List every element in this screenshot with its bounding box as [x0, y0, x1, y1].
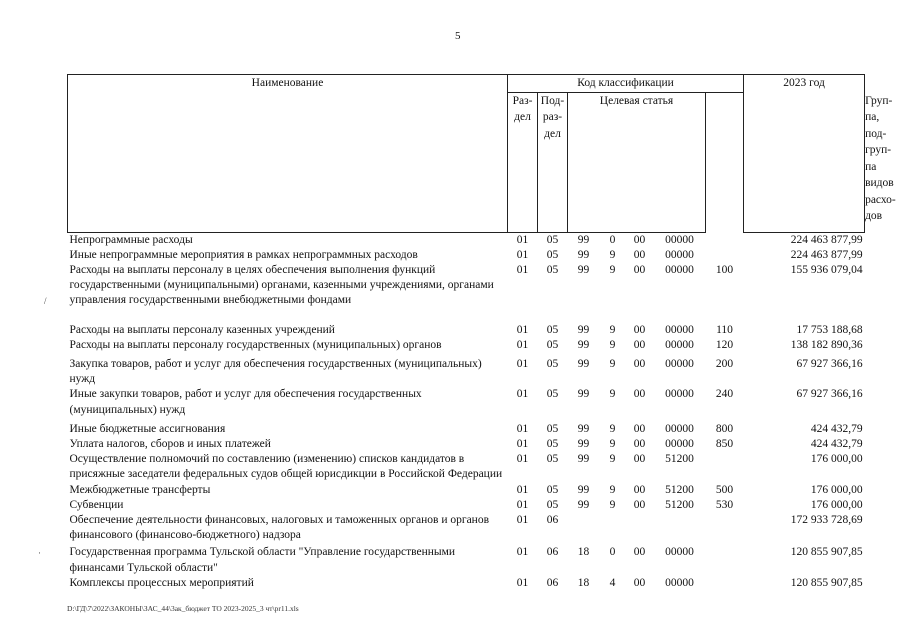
- file-path: D:\ГД\7\2022\ЗАКОНЫ\ЗАС_44\3ак_бюджет ТО 2023-2025_3 чт\pr11.xls: [67, 604, 299, 613]
- cell-amount: 424 432,79: [810, 422, 863, 435]
- cell-t2: 9: [609, 248, 616, 261]
- cell-t4: 00000: [665, 248, 694, 261]
- cell-razdel: 01: [516, 422, 529, 435]
- cell-t1: [568, 513, 600, 545]
- cell-amount: 17 753 188,68: [796, 323, 863, 336]
- cell-group: 800: [715, 422, 734, 435]
- budget-table: Наименование Код классификации 2023 год Раз- дел Под- раз- дел Целевая статья Груп- па, под- груп- па видов расхо- дов Непрограммные расходы 01 05 99 0 00 00000 224 463 877,99 Иные непрограммные мероприятия в рамках непрограммных расходов 01 05 99 9 00 00000 224 463 877,99 Расходы на выплаты персоналу в целях обеспечения выполнения функций государственными (муниципальными) органами, казенными учреждениями, органами управления государственными внебюджетными фондами 01 05 99 9 00 00000 100 155 936 079,04 Расходы на выплаты персоналу казенных учреждений 01 05 99 9 00 00000 110 17 753 188,68 Расходы на выплаты персоналу государственных (муниципальных) органов 01 05 99 9 00 00000 120 138 182 890,36 Закупка товаров, работ и услуг для обеспечения государственных (муниципальных) нужд 01 05 99 9 00 00000 200 67 927 366,16 Иные закупки товаров, работ и услуг для обеспечения государственных (муниципальных) нужд 01 05 99 9 00 00000 240 67 927 366,16 Иные бюджетные ассигнования 01 05 99 9 00 00000 800 424 432,79 Уплата налогов, сборов и иных платежей 01 05 99 9 00 00000 850 424 432,79 Осуществление полномочий по составлению (изменению) списков кандидатов в присяжные заседатели федеральных судов общей юрисдикции в Российской Федерации 01 05 99 9 00 51200 176 000,00 Межбюджетные трансферты 01 05 99 9 00 51200 500 176 000,00 Субвенции 01 05 99 9 00 51200 530 176 000,00 Обеспечение деятельности финансовых, налоговых и таможенных органов и органов финансового (финансово-бюджетного) надзора 01 06 172 933 728,69 Государственная программа Тульской области "Управление государственными финансами Тульской области" 01 06 18 0 00 00000 120 855 907,85 Комплексы процессных мероприятий 01 06 18 4 00 00000 120 855 907,85: [67, 74, 865, 591]
- cell-t3: 00: [633, 546, 646, 559]
- cell-podrazdel: 05: [546, 437, 559, 450]
- cell-t1: 99: [577, 263, 590, 276]
- table-row: [68, 437, 865, 452]
- cell-t4: 00000: [665, 263, 694, 276]
- cell-amount: 155 936 079,04: [790, 263, 863, 276]
- cell-t2: 9: [609, 388, 616, 401]
- cell-amount: 67 927 366,16: [796, 357, 863, 370]
- cell-t4: 00000: [665, 546, 694, 559]
- cell-t4: [654, 513, 706, 545]
- cell-t3: 00: [633, 388, 646, 401]
- cell-name: Расходы на выплаты персоналу в целях обеспечения выполнения функций государственными (муниципальными) органами, казенными учреждениями, органами управления государственными внебюджетными фондами: [69, 263, 494, 307]
- header-code-group: Код классификации: [508, 75, 744, 93]
- table-row: [68, 387, 865, 421]
- cell-group: [706, 576, 744, 591]
- cell-t2: 9: [609, 498, 616, 511]
- cell-t1: 99: [577, 233, 590, 246]
- cell-name: Расходы на выплаты персоналу государственных (муниципальных) органов: [69, 338, 442, 351]
- cell-amount: 176 000,00: [810, 483, 863, 496]
- cell-t2: [600, 513, 626, 545]
- table-row: [68, 357, 865, 387]
- cell-amount: 120 855 907,85: [790, 576, 863, 589]
- cell-podrazdel: 05: [546, 357, 559, 370]
- cell-t2: 9: [609, 323, 616, 336]
- cell-t2: 9: [609, 453, 616, 466]
- cell-t1: 18: [577, 576, 590, 589]
- cell-name: Непрограммные расходы: [69, 233, 193, 246]
- cell-group: 200: [715, 357, 734, 370]
- cell-razdel: 01: [516, 248, 529, 261]
- cell-t4: 00000: [665, 233, 694, 246]
- cell-amount: 176 000,00: [810, 498, 863, 511]
- cell-t2: 9: [609, 437, 616, 450]
- cell-razdel: 01: [516, 388, 529, 401]
- cell-name: Государственная программа Тульской области "Управление государственными финансами Тульской области": [69, 546, 456, 574]
- cell-name: Осуществление полномочий по составлению (изменению) списков кандидатов в присяжные заседатели федеральных судов общей юрисдикции в Российской Федерации: [69, 453, 503, 481]
- cell-t1: 99: [577, 338, 590, 351]
- cell-podrazdel: 05: [546, 338, 559, 351]
- cell-t3: 00: [633, 357, 646, 370]
- cell-t1: 18: [577, 546, 590, 559]
- table-row: [68, 323, 865, 338]
- cell-name: Расходы на выплаты персоналу казенных учреждений: [69, 323, 335, 336]
- cell-podrazdel: 05: [546, 263, 559, 276]
- cell-amount: 424 432,79: [810, 437, 863, 450]
- cell-podrazdel: 05: [546, 422, 559, 435]
- cell-name: Уплата налогов, сборов и иных платежей: [69, 437, 271, 450]
- cell-t3: 00: [633, 338, 646, 351]
- cell-t4: 00000: [665, 323, 694, 336]
- cell-group: [706, 452, 744, 482]
- cell-razdel: 01: [516, 233, 529, 246]
- cell-t3: 00: [633, 453, 646, 466]
- table-row: [68, 483, 865, 498]
- cell-razdel: 01: [516, 453, 529, 466]
- cell-podrazdel: 05: [546, 453, 559, 466]
- cell-name: Межбюджетные трансферты: [69, 483, 211, 496]
- cell-t2: 4: [609, 576, 616, 589]
- cell-t2: 9: [609, 483, 616, 496]
- header-target: Целевая статья: [568, 92, 706, 232]
- cell-t4: 51200: [665, 498, 694, 511]
- cell-t1: 99: [577, 422, 590, 435]
- cell-t3: 00: [633, 263, 646, 276]
- cell-group: [706, 545, 744, 575]
- cell-name: Иные закупки товаров, работ и услуг для обеспечения государственных (муниципальных) нужд: [69, 388, 422, 416]
- cell-razdel: 01: [516, 263, 529, 276]
- cell-amount: 224 463 877,99: [790, 233, 863, 246]
- cell-t2: 9: [609, 263, 616, 276]
- cell-podrazdel: 05: [546, 248, 559, 261]
- cell-t4: 00000: [665, 437, 694, 450]
- table-row: [68, 422, 865, 437]
- cell-t3: [626, 513, 654, 545]
- cell-group: [706, 248, 744, 263]
- cell-group: [706, 232, 744, 248]
- header-podrazdel: Под- раз- дел: [538, 92, 568, 232]
- table-row: [68, 263, 865, 323]
- cell-t4: 51200: [665, 453, 694, 466]
- page-number: 5: [455, 30, 461, 42]
- cell-t3: 00: [633, 323, 646, 336]
- cell-podrazdel: 06: [546, 546, 559, 559]
- cell-amount: 224 463 877,99: [790, 248, 863, 261]
- cell-podrazdel: 05: [546, 498, 559, 511]
- cell-group: 530: [715, 498, 734, 511]
- table-row: [68, 232, 865, 248]
- cell-t1: 99: [577, 248, 590, 261]
- cell-t4: 00000: [665, 388, 694, 401]
- cell-t3: 00: [633, 248, 646, 261]
- cell-t4: 00000: [665, 576, 694, 589]
- cell-t3: 00: [633, 437, 646, 450]
- cell-podrazdel: 05: [546, 483, 559, 496]
- cell-t3: 00: [633, 422, 646, 435]
- cell-name: Иные непрограммные мероприятия в рамках непрограммных расходов: [69, 248, 418, 261]
- header-year: 2023 год: [744, 75, 865, 233]
- cell-razdel: 01: [516, 338, 529, 351]
- cell-razdel: 01: [516, 357, 529, 370]
- cell-razdel: 01: [516, 546, 529, 559]
- cell-podrazdel: 05: [546, 323, 559, 336]
- cell-amount: 172 933 728,69: [790, 513, 863, 526]
- header-razdel: Раз- дел: [508, 92, 538, 232]
- cell-t1: 99: [577, 453, 590, 466]
- table-row: [68, 545, 865, 575]
- cell-t4: 00000: [665, 422, 694, 435]
- cell-t3: 00: [633, 498, 646, 511]
- cell-razdel: 01: [516, 437, 529, 450]
- cell-t3: 00: [633, 483, 646, 496]
- cell-t1: 99: [577, 388, 590, 401]
- cell-name: Закупка товаров, работ и услуг для обеспечения государственных (муниципальных) нужд: [69, 357, 482, 386]
- cell-t4: 00000: [665, 338, 694, 351]
- cell-t2: 0: [609, 233, 616, 246]
- cell-t3: 00: [633, 233, 646, 246]
- cell-t2: 0: [609, 546, 616, 559]
- cell-t4: 51200: [665, 483, 694, 496]
- cell-podrazdel: 06: [546, 513, 559, 526]
- table-row: [68, 452, 865, 482]
- cell-podrazdel: 06: [546, 576, 559, 589]
- cell-t1: 99: [577, 323, 590, 336]
- cell-amount: 138 182 890,36: [790, 338, 863, 351]
- table-row: [68, 498, 865, 513]
- cell-group: 850: [715, 437, 734, 450]
- scan-dot: ·: [38, 548, 41, 558]
- cell-t4: 00000: [665, 357, 694, 370]
- header-name: Наименование: [68, 75, 508, 233]
- scan-mark: /: [44, 296, 47, 306]
- table-row: [68, 248, 865, 263]
- table-row: [68, 338, 865, 357]
- cell-group: 240: [715, 388, 734, 401]
- cell-t2: 9: [609, 357, 616, 370]
- cell-podrazdel: 05: [546, 388, 559, 401]
- cell-group: 500: [715, 483, 734, 496]
- cell-t2: 9: [609, 422, 616, 435]
- table-row: [68, 513, 865, 545]
- cell-razdel: 01: [516, 498, 529, 511]
- cell-razdel: 01: [516, 513, 529, 526]
- cell-t1: 99: [577, 357, 590, 370]
- cell-razdel: 01: [516, 576, 529, 589]
- cell-t2: 9: [609, 338, 616, 351]
- cell-t1: 99: [577, 483, 590, 496]
- cell-amount: 120 855 907,85: [790, 546, 863, 559]
- cell-name: Комплексы процессных мероприятий: [69, 576, 254, 589]
- cell-t3: 00: [633, 576, 646, 589]
- cell-name: Субвенции: [69, 498, 124, 511]
- cell-t1: 99: [577, 498, 590, 511]
- cell-podrazdel: 05: [546, 233, 559, 246]
- header-target-spacer: [706, 92, 744, 232]
- cell-group: 110: [716, 323, 733, 336]
- table-row: [68, 576, 865, 591]
- cell-razdel: 01: [516, 323, 529, 336]
- cell-group: 100: [715, 263, 734, 276]
- cell-amount: 67 927 366,16: [796, 388, 863, 401]
- table-body: [68, 232, 865, 591]
- cell-name: Обеспечение деятельности финансовых, налоговых и таможенных органов и органов финансового (финансово-бюджетного) надзора: [69, 513, 490, 542]
- cell-group: 120: [715, 338, 734, 351]
- cell-group: [706, 513, 744, 545]
- cell-name: Иные бюджетные ассигнования: [69, 422, 226, 435]
- cell-amount: 176 000,00: [810, 453, 863, 466]
- cell-t1: 99: [577, 437, 590, 450]
- cell-razdel: 01: [516, 483, 529, 496]
